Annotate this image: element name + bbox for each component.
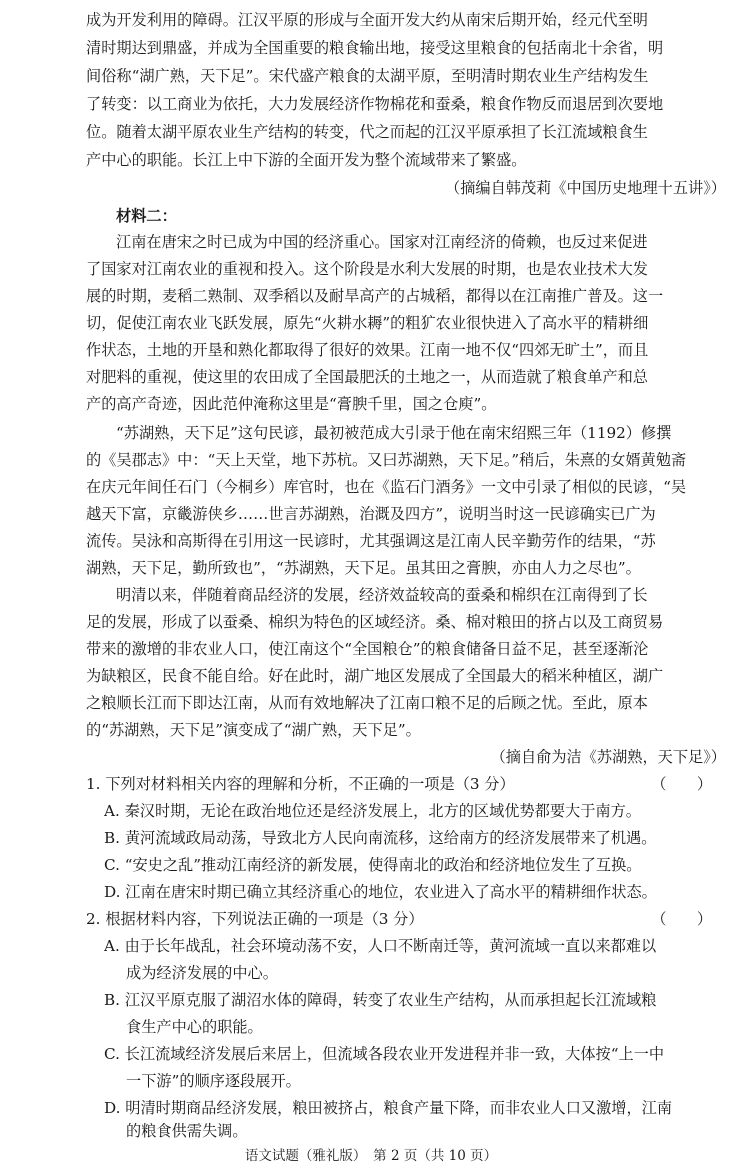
material2-line: 明清以来，伴随着商品经济的发展，经济效益较高的蚕桑和棉织在江南得到了长 bbox=[116, 586, 648, 604]
question-stem: 1. 下列对材料相关内容的理解和分析，不正确的一项是（3 分） bbox=[86, 775, 515, 793]
material2-line: 对肥料的重视，使这里的农田成了全国最肥沃的土地之一，从而造就了粮食单产和总 bbox=[86, 368, 648, 386]
option-b-cont: 食生产中心的职能。 bbox=[126, 1018, 263, 1036]
material2-line: 的《吴郡志》中：“天上天堂，地下苏杭。又曰苏湖熟，天下足。”稍后，朱熹的女婿黄勉斋 bbox=[86, 451, 687, 469]
material2-source: （摘自俞为洁《苏湖熟，天下足》） bbox=[490, 748, 726, 766]
option-c[interactable]: C. “安史之乱”推动江南经济的新发展，使得南北的政治和经济地位发生了互换。 bbox=[104, 856, 642, 874]
material2-line: 带来的激增的非农业人口，使江南这个“全国粮仓”的粮食储备日益不足，甚至逐渐沦 bbox=[86, 640, 649, 658]
option-d[interactable]: D. 明清时期商品经济发展，粮田被挤占，粮食产量下降，而非农业人口又激增，江南 bbox=[104, 1099, 673, 1117]
answer-blank[interactable]: （ ） bbox=[651, 775, 712, 793]
material2-line: 湖熟，天下足，勤所致也”，“苏湖熟，天下足。虽其田之膏腴，亦由人力之尽也”。 bbox=[86, 559, 641, 577]
material1-line: 间俗称“湖广熟，天下足”。宋代盛产粮食的太湖平原，至明清时期农业生产结构发生 bbox=[86, 67, 649, 85]
option-b[interactable]: B. 黄河流域政局动荡，导致北方人民向南流移，这给南方的经济发展带来了机遇。 bbox=[104, 829, 657, 847]
option-c-cont: 一下游”的顺序逐段展开。 bbox=[126, 1072, 301, 1090]
material2-line: 了国家对江南农业的重视和投入。这个阶段是水利大发展的时期，也是农业技术大发 bbox=[86, 260, 648, 278]
question-stem: 2. 根据材料内容，下列说法正确的一项是（3 分） bbox=[86, 910, 424, 928]
material1-line: 了转变：以工商业为依托，大力发展经济作物棉花和蚕桑，粮食作物反而退居到次要地 bbox=[86, 95, 664, 113]
option-d-cont: 的粮食供需失调。 bbox=[126, 1122, 248, 1140]
page-footer: 语文试题（雅礼版） 第 2 页（共 10 页） bbox=[244, 1148, 498, 1164]
option-d[interactable]: D. 江南在唐宋时期已确立其经济重心的地位，农业进入了高水平的精耕细作状态。 bbox=[104, 883, 657, 901]
material1-line: 位。随着太湖平原农业生产结构的转变，代之而起的江汉平原承担了长江流域粮食生 bbox=[86, 123, 648, 141]
material2-line: 的“苏湖熟，天下足”演变成了“湖广熟，天下足”。 bbox=[86, 721, 421, 739]
material2-line: 产的高产奇迹，因此范仲淹称这里是“膏腴千里，国之仓庾”。 bbox=[86, 395, 497, 413]
material1-line: 成为开发利用的障碍。江汉平原的形成与全面开发大约从南宋后期开始，经元代至明 bbox=[86, 11, 648, 29]
material2-line: 为缺粮区，民食不能自给。好在此时，湖广地区发展成了全国最大的稻米种植区，湖广 bbox=[86, 667, 664, 685]
material1-source: （摘编自韩茂莉《中国历史地理十五讲》） bbox=[445, 179, 726, 197]
question-2 bbox=[86, 909, 726, 929]
material1-line: 产中心的职能。长江上中下游的全面开发为整个流域带来了繁盛。 bbox=[86, 151, 527, 169]
option-c[interactable]: C. 长江流域经济发展后来居上，但流域各段农业开发进程并非一致，大体按“上一中 bbox=[104, 1045, 665, 1063]
material2-line: 在庆元年间任石门（今桐乡）库官时，也在《监石门酒务》一文中引录了相似的民谚，“吴 bbox=[86, 478, 687, 496]
material2-line: “苏湖熟，天下足”这句民谚，最初被范成大引录于他在南宋绍熙三年（1192）修撰 bbox=[116, 424, 672, 442]
material2-line: 流传。吴泳和高斯得在引用这一民谚时，尤其强调这是江南人民辛勤劳作的结果，“苏 bbox=[86, 532, 656, 550]
material2-line: 江南在唐宋之时已成为中国的经济重心。国家对江南经济的倚赖，也反过来促进 bbox=[116, 233, 648, 251]
answer-blank[interactable]: （ ） bbox=[651, 910, 712, 928]
option-a-cont: 成为经济发展的中心。 bbox=[126, 964, 278, 982]
material2-line: 切，促使江南农业飞跃发展，原先“火耕水耨”的粗犷农业很快进入了高水平的精耕细 bbox=[86, 314, 649, 332]
option-b[interactable]: B. 江汉平原克服了湖沼水体的障碍，转变了农业生产结构，从而承担起长江流域粮 bbox=[104, 991, 657, 1009]
material1-line: 清时期达到鼎盛，并成为全国重要的粮食输出地，接受这里粮食的包括南北十余省，明 bbox=[86, 39, 664, 57]
option-a[interactable]: A. 由于长年战乱，社会环境动荡不安，人口不断南迁等，黄河流域一直以来都难以 bbox=[104, 937, 657, 955]
question-1 bbox=[86, 774, 726, 794]
material2-line: 作状态，土地的开垦和熟化都取得了很好的效果。江南一地不仅“四郊无旷土”，而且 bbox=[86, 341, 649, 359]
material2-heading: 材料二： bbox=[116, 207, 177, 225]
material2-line: 之粮顺长江而下即达江南，从而有效地解决了江南口粮不足的后顾之忧。至此，原本 bbox=[86, 694, 648, 712]
material2-line: 展的时期，麦稻二熟制、双季稻以及耐旱高产的占城稻，都得以在江南推广普及。这一 bbox=[86, 287, 664, 305]
material2-line: 越天下富，京畿游侠乡……世言苏湖熟，治溉及四方”，说明当时这一民谚确实已广为 bbox=[86, 505, 656, 523]
option-a[interactable]: A. 秦汉时期，无论在政治地位还是经济发展上，北方的区域优势都要大于南方。 bbox=[104, 802, 641, 820]
material2-line: 足的发展，形成了以蚕桑、棉织为特色的区域经济。桑、棉对粮田的挤占以及工商贸易 bbox=[86, 613, 664, 631]
